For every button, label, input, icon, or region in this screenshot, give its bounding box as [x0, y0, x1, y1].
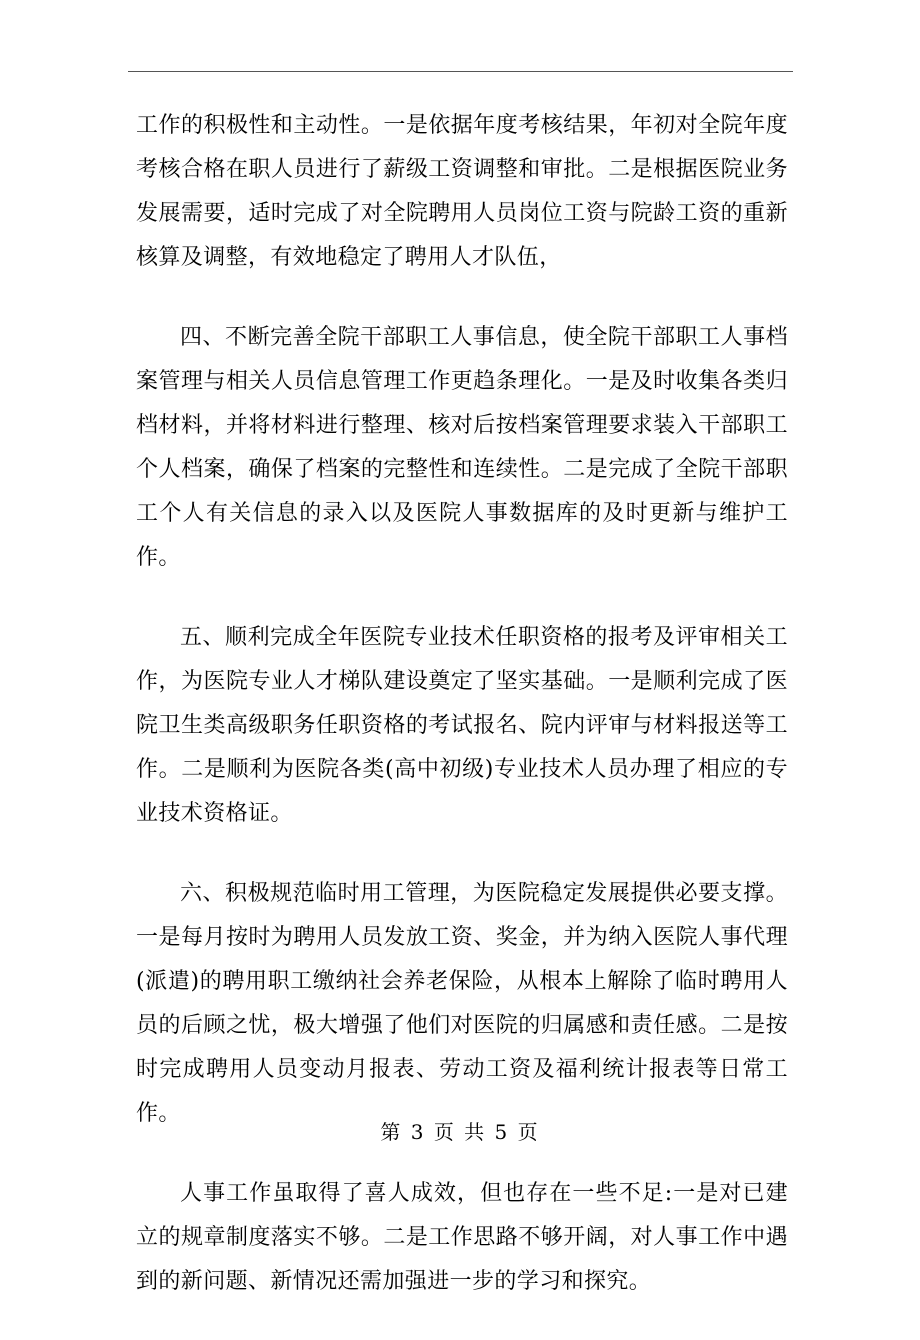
paragraph-shortcomings: 人事工作虽取得了喜人成效，但也存在一些不足:一是对已建立的规章制度落实不够。二是工作思路不够开阔，对人事工作中遇到的新问题、新情况还需加强进一步的学习和探究。 [136, 1181, 788, 1294]
paragraph-continued: 工作的积极性和主动性。一是依据年度考核结果，年初对全院年度考核合格在职人员进行了薪级工资调整和审批。二是根据医院业务发展需要，适时完成了对全院聘用人员岗位工资与院龄工资的重新核算及调整，有效地稳定了聘用人才队伍， [136, 113, 788, 270]
header-rule [128, 71, 793, 72]
paragraph-section-five: 五、顺利完成全年医院专业技术任职资格的报考及评审相关工作，为医院专业人才梯队建设奠定了坚实基础。一是顺利完成了医院卫生类高级职务任职资格的考试报名、院内评审与材料报送等工作。二是顺利为医院各类(高中初级)专业技术人员办理了相应的专业技术资格证。 [136, 625, 788, 826]
paragraph-section-six: 六、积极规范临时用工管理，为医院稳定发展提供必要支撑。一是每月按时为聘用人员发放工资、奖金，并为纳入医院人事代理(派遣)的聘用职工缴纳社会养老保险，从根本上解除了临时聘用人员的后顾之忧，极大增强了他们对医院的归属感和责任感。二是按时完成聘用人员变动月报表、劳动工资及福利统计报表等日常工作。 [136, 881, 788, 1126]
document-body [136, 104, 788, 1340]
page-number: 第 3 页 共 5 页 [380, 1120, 540, 1144]
paragraph-section-four: 四、不断完善全院干部职工人事信息，使全院干部职工人事档案管理与相关人员信息管理工作更趋条理化。一是及时收集各类归档材料，并将材料进行整理、核对后按档案管理要求装入干部职工个人档案，确保了档案的完整性和连续性。二是完成了全院干部职工个人有关信息的录入以及医院人事数据库的及时更新与维护工作。 [136, 325, 788, 570]
